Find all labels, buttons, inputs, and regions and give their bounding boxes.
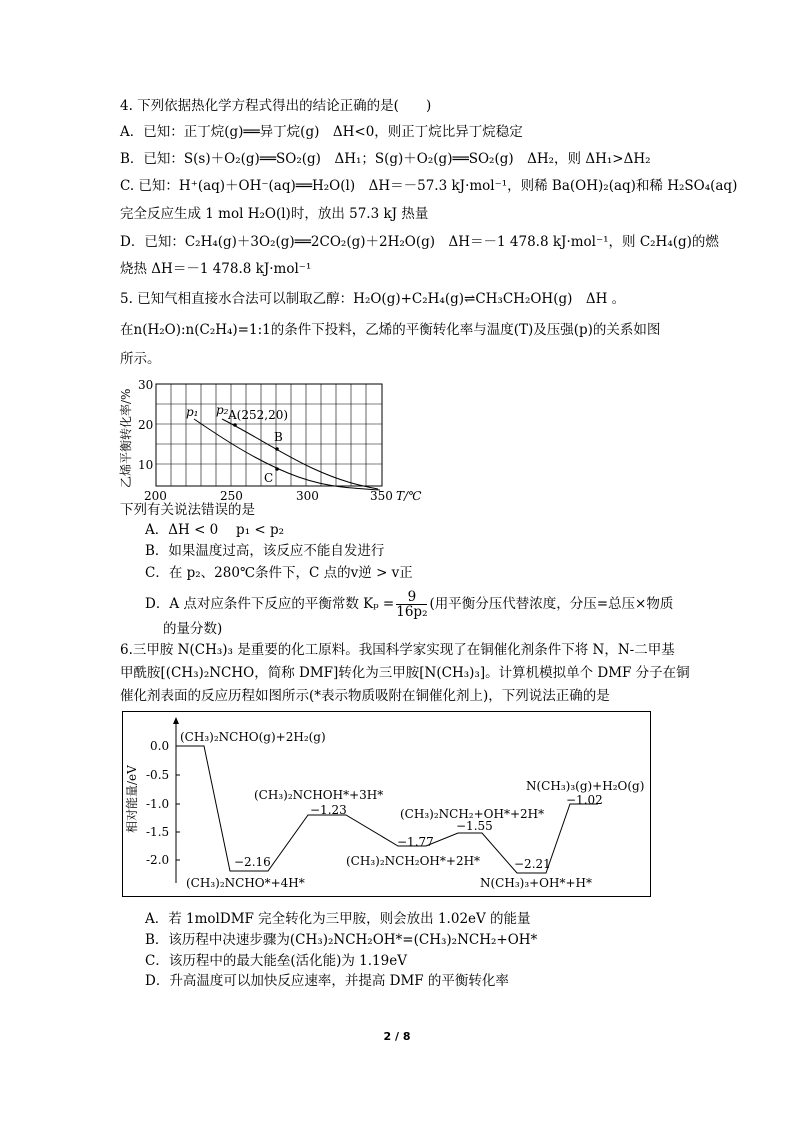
q6-option-d: D．升高温度可以加快反应速率，并提高 DMF 的平衡转化率 bbox=[145, 973, 509, 989]
q6-value-5: −2.21 bbox=[514, 857, 551, 871]
q6-option-a: A．若 1molDMF 完全转化为三甲胺，则会放出 1.02eV 的能量 bbox=[145, 911, 531, 927]
q6-value-4: −1.55 bbox=[456, 819, 493, 833]
q5-stem-line3: 所示。 bbox=[120, 351, 161, 367]
q6-option-b: B．该历程中决速步骤为(CH₃)₂NCH₂OH*=(CH₃)₂NCH₂+OH* bbox=[145, 932, 538, 948]
q6-ylabel: 相对能量/eV bbox=[125, 765, 139, 833]
q6-ytick-0.5: -0.5 bbox=[146, 768, 170, 782]
q5-curve-p1 bbox=[194, 419, 380, 490]
q4-option-c-line2: 完全反应生成 1 mol H₂O(l)时，放出 57.3 kJ 热量 bbox=[120, 206, 429, 222]
q6-state-3: (CH₃)₂NCH₂OH*+2H* bbox=[346, 854, 481, 868]
q5-xtick-300: 300 bbox=[296, 489, 319, 503]
q4-option-b: B．已知：S(s)＋O₂(g)══SO₂(g) ΔH₁；S(g)＋O₂(g)══SO₂(g) ΔH₂，则 ΔH₁>ΔH₂ bbox=[120, 151, 651, 167]
q6-ytick-2.0: -2.0 bbox=[146, 853, 170, 867]
q5-label-p1: p₁ bbox=[186, 405, 199, 419]
q5-xlabel: T/℃ bbox=[396, 489, 422, 503]
q5-kp-numerator: 9 bbox=[396, 590, 427, 605]
q6-ytick-0: 0.0 bbox=[150, 739, 170, 753]
q5-xtick-200: 200 bbox=[144, 489, 167, 503]
q5-xtick-250: 250 bbox=[220, 489, 243, 503]
q5-option-b: B．如果温度过高，该反应不能自发进行 bbox=[145, 543, 385, 559]
q5-kp-denominator: 16p₂ bbox=[396, 604, 428, 620]
q5-curve-p2 bbox=[222, 419, 378, 489]
q6-stem-line3: 催化剂表面的反应历程如图所示(*表示物质吸附在铜催化剂上)，下列说法正确的是 bbox=[120, 688, 610, 704]
q4-option-d-line1: D．已知：C₂H₄(g)＋3O₂(g)══2CO₂(g)＋2H₂O(g) ΔH＝－1 478.8 kJ·mol⁻¹，则 C₂H₄(g)的燃 bbox=[120, 234, 719, 250]
q6-state-1: (CH₃)₂NCHO*+4H* bbox=[186, 876, 305, 890]
q5-label-a: A(252,20) bbox=[228, 408, 289, 422]
q4-option-c-line1: C. 已知：H⁺(aq)＋OH⁻(aq)══H₂O(l) ΔH＝－57.3 kJ·mol⁻¹，则稀 Ba(OH)₂(aq)和稀 H₂SO₄(aq) bbox=[120, 178, 738, 194]
q4-option-d-line2: 烧热 ΔH＝－1 478.8 kJ·mol⁻¹ bbox=[120, 261, 312, 277]
q5-xtick-350: 350 bbox=[370, 489, 393, 503]
q6-state-2: (CH₃)₂NCHOH*+3H* bbox=[254, 788, 384, 802]
q5-stem-line1: 5. 已知气相直接水合法可以制取乙醇：H₂O(g)+C₂H₄(g)⇌CH₃CH₂OH(g) ΔH 。 bbox=[120, 291, 626, 307]
q6-value-2: −1.23 bbox=[310, 803, 347, 817]
q5-point-b bbox=[275, 447, 279, 451]
q5-option-d-pre: D．A 点对应条件下反应的平衡常数 Kₚ = bbox=[145, 596, 395, 612]
q5-option-d-post: (用平衡分压代替浓度，分压=总压×物质 bbox=[429, 596, 674, 612]
q5-ylabel: 乙烯平衡转化率/% bbox=[119, 388, 133, 488]
q5-point-c bbox=[275, 467, 279, 471]
q5-option-c: C．在 p₂、280℃条件下，C 点的v逆 > v正 bbox=[145, 565, 413, 581]
q5-stem-line2: 在n(H₂O):n(C₂H₄)=1:1的条件下投料，乙烯的平衡转化率与温度(T)及压强(p)的关系如图 bbox=[120, 322, 661, 338]
q6-option-c: C．该历程中的最大能垒(活化能)为 1.19eV bbox=[145, 953, 407, 969]
q6-value-6: −1.02 bbox=[566, 793, 603, 807]
q5-ytick-30: 30 bbox=[138, 378, 154, 392]
q5-point-a bbox=[233, 423, 237, 427]
q6-value-3: −1.77 bbox=[397, 835, 434, 849]
q5-label-b: B bbox=[274, 430, 283, 444]
q6-stem-line2: 甲酰胺[(CH₃)₂NCHO，简称 DMF]转化为三甲胺[N(CH₃)₃]。计算机模拟单个 DMF 分子在铜 bbox=[120, 665, 690, 681]
q5-ytick-10: 10 bbox=[138, 458, 154, 472]
q6-y-axis-arrow bbox=[173, 717, 179, 724]
q5-conversion-chart bbox=[112, 376, 442, 504]
q6-energy-diagram bbox=[122, 711, 652, 898]
page-number: 2 / 8 bbox=[383, 1030, 411, 1043]
q5-option-d-line1 bbox=[145, 590, 673, 619]
q6-ytick-1.0: -1.0 bbox=[146, 797, 170, 811]
q6-stem-line1: 6.三甲胺 N(CH₃)₃ 是重要的化工原料。我国科学家实现了在铜催化剂条件下将 N，N-二甲基 bbox=[120, 642, 675, 658]
q6-state-5: N(CH₃)₃+OH*+H* bbox=[480, 876, 593, 890]
q5-label-c: C bbox=[264, 471, 274, 485]
q6-state-0: (CH₃)₂NCHO(g)+2H₂(g) bbox=[180, 730, 326, 744]
q5-ytick-20: 20 bbox=[138, 418, 154, 432]
q5-kp-fraction bbox=[396, 590, 427, 619]
q6-value-1: −2.16 bbox=[234, 855, 271, 869]
q6-state-6: N(CH₃)₃(g)+H₂O(g) bbox=[526, 779, 645, 793]
q5-label-p2: p₂ bbox=[216, 403, 229, 417]
q5-option-a: A．ΔH < 0 p₁ < p₂ bbox=[145, 522, 285, 538]
q6-state-4: (CH₃)₂NCH₂+OH*+2H* bbox=[400, 807, 545, 821]
q5-ask: 下列有关说法错误的是 bbox=[120, 502, 255, 518]
q5-option-d-line2: 的量分数) bbox=[163, 621, 223, 637]
q4-stem: 4. 下列依据热化学方程式得出的结论正确的是( ) bbox=[120, 98, 432, 114]
q6-ytick-1.5: -1.5 bbox=[146, 825, 170, 839]
q4-option-a: A．已知：正丁烷(g)══异丁烷(g) ΔH<0，则正丁烷比异丁烷稳定 bbox=[120, 124, 523, 140]
